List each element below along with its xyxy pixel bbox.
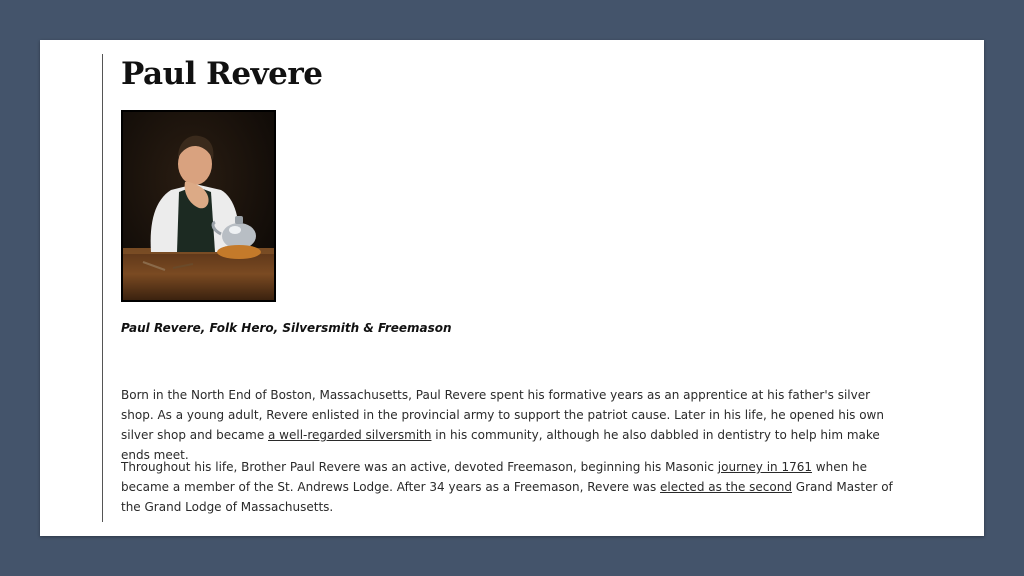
- paragraph-1-text-a: Born in the North End of Boston, Massachusetts, Paul Revere spent his formative years as an apprentice at his father's silver shop. As a young adult, Revere enlisted in the provincial army to support the patriot cause. Later in his life, he opened his own silver shop and became: [121, 388, 884, 442]
- elected-second-link[interactable]: elected as the second: [660, 480, 792, 494]
- biography-paragraph-2: [121, 457, 901, 517]
- portrait-caption: Paul Revere, Folk Hero, Silversmith & Freemason: [121, 321, 452, 335]
- paragraph-2-text-c: Grand Master of the Grand Lodge of Massachusetts.: [121, 480, 893, 514]
- article-page: [40, 40, 984, 536]
- paragraph-2-text-b: when he became a member of the St. Andrews Lodge. After 34 years as a Freemason, Revere was: [121, 460, 868, 494]
- paragraph-2-text-a: Throughout his life, Brother Paul Revere was an active, devoted Freemason, beginning his Masonic: [121, 460, 718, 474]
- page-title: Paul Revere: [121, 56, 323, 92]
- journey-1761-link[interactable]: journey in 1761: [717, 460, 812, 474]
- paragraph-1-text-b: in his community, although he also dabbled in dentistry to help him make ends meet.: [121, 428, 880, 462]
- left-vertical-rule: [102, 54, 103, 522]
- silversmith-link[interactable]: a well-regarded silversmith: [268, 428, 432, 442]
- portrait-image: [121, 110, 276, 302]
- portrait-painting-icon: [123, 112, 274, 300]
- biography-paragraph-1: [121, 385, 901, 465]
